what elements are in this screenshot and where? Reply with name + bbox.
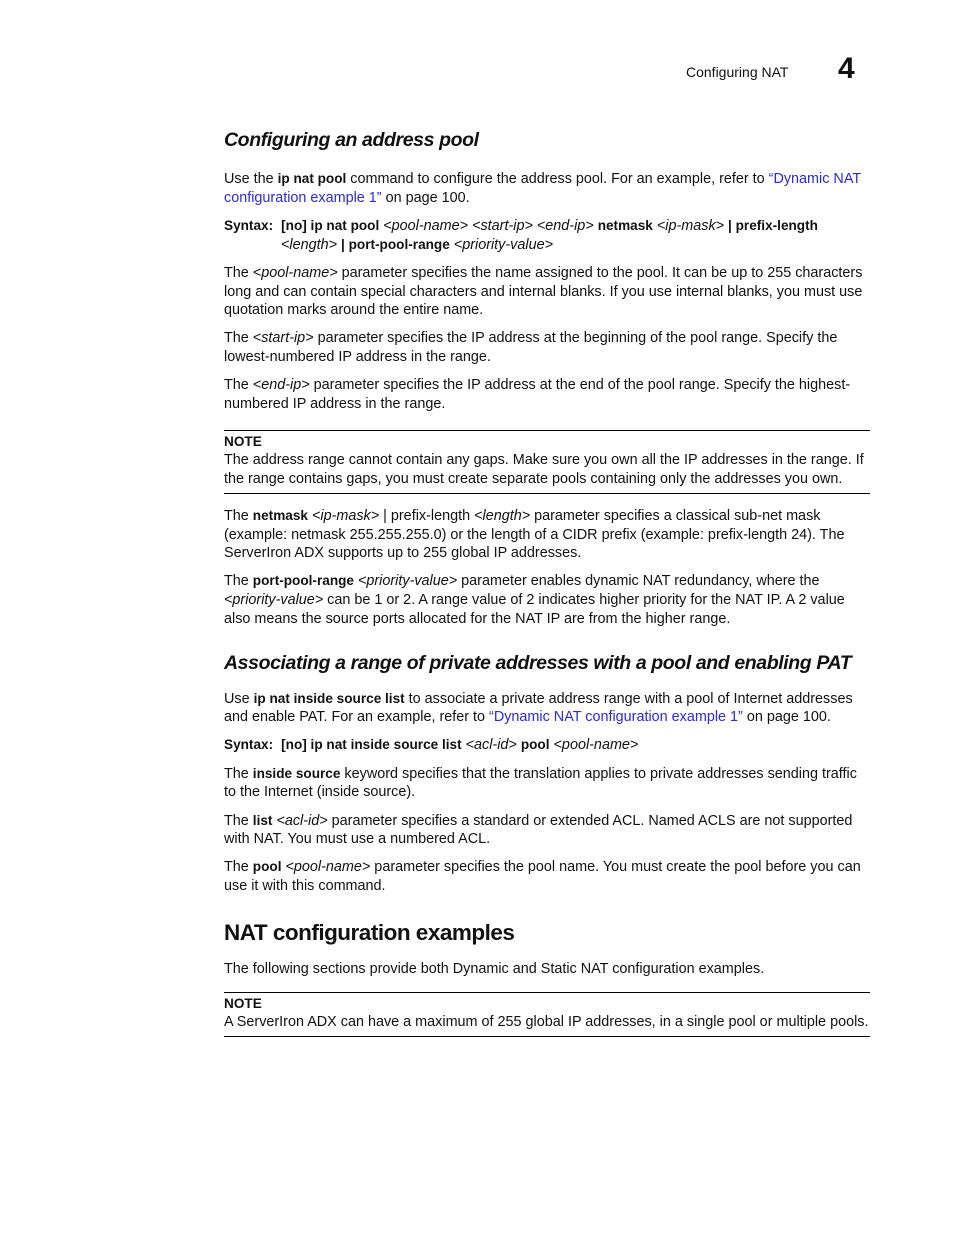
running-header-title: Configuring NAT xyxy=(686,64,789,80)
keyword-ip-nat-pool: ip nat pool xyxy=(277,171,347,186)
link-dynamic-nat-example-1[interactable]: “Dynamic NAT configuration example 1” xyxy=(224,171,861,206)
text: parameter specifies the name assigned to the pool. It can be up to 255 characters long and can contain special characters and internal blanks. If you use internal blanks, you must use quotation marks around the entire name. xyxy=(224,264,863,319)
text: parameter specifies the IP address at the end of the pool range. Specify the highest-numbered IP address in the range. xyxy=(224,377,851,413)
variable: <ip-mask> xyxy=(311,507,380,524)
syntax-continuation xyxy=(224,236,870,255)
text: The xyxy=(224,264,253,281)
syntax-variable: <priority-value> xyxy=(453,236,553,253)
syntax-label: Syntax: xyxy=(224,217,274,233)
paragraph-associating-intro xyxy=(224,690,870,727)
note-label: NOTE xyxy=(224,995,262,1011)
text: The xyxy=(224,507,253,524)
text: The xyxy=(224,573,253,590)
text: | prefix-length xyxy=(379,507,475,524)
paragraph-netmask xyxy=(224,507,870,563)
syntax-keyword: | prefix-length xyxy=(728,217,818,233)
syntax-keyword: [no] ip nat inside source list xyxy=(281,737,462,753)
heading-configuring-address-pool: Configuring an address pool xyxy=(224,129,479,151)
chapter-number: 4 xyxy=(838,52,855,85)
variable: <length> xyxy=(474,507,531,524)
paragraph-end-ip xyxy=(224,376,870,413)
note-max-global-ip xyxy=(224,992,870,1037)
note-label: NOTE xyxy=(224,433,262,449)
heading-associating-range: Associating a range of private addresses with a pool and enabling PAT xyxy=(224,651,852,674)
syntax-variable: <ip-mask> xyxy=(656,217,725,234)
paragraph-pool-name xyxy=(224,264,870,320)
variable: <priority-value> xyxy=(357,573,458,590)
text: command to configure the address pool. For an example, refer to xyxy=(346,171,769,187)
syntax-ip-nat-pool xyxy=(224,217,870,254)
paragraph-port-pool-range xyxy=(224,572,870,628)
variable: <end-ip> xyxy=(252,377,310,394)
text: parameter specifies the pool name. You must create the pool before you can use it with this command. xyxy=(224,859,861,895)
syntax-variable: <pool-name> xyxy=(553,737,639,754)
keyword: inside source xyxy=(252,765,341,781)
text: Use the xyxy=(224,171,278,187)
text: The xyxy=(224,859,253,876)
note-text: The address range cannot contain any gaps. Make sure you own all the IP addresses in the range. If the range contains gaps, you must create separate pools containing only the addresses you own. xyxy=(224,452,864,488)
variable: <acl-id> xyxy=(276,812,328,829)
text: parameter enables dynamic NAT redundancy, where the xyxy=(457,573,820,590)
link-dynamic-nat-example-1[interactable]: “Dynamic NAT configuration example 1” xyxy=(489,709,743,726)
text: on page 100. xyxy=(381,189,470,206)
syntax-variable: <pool-name> xyxy=(383,217,469,234)
syntax-keyword: | port-pool-range xyxy=(341,236,450,252)
paragraph-list xyxy=(224,812,870,849)
paragraph-pool xyxy=(224,858,870,895)
text: The xyxy=(224,377,253,394)
syntax-variable: <start-ip> xyxy=(472,217,533,234)
syntax-keyword: netmask xyxy=(597,217,653,233)
heading-nat-configuration-examples: NAT configuration examples xyxy=(224,919,515,945)
text: on page 100. xyxy=(742,709,831,726)
keyword: port-pool-range xyxy=(252,573,354,589)
syntax-ip-nat-inside-source-list xyxy=(224,736,870,755)
paragraph-address-pool-intro xyxy=(224,170,870,207)
syntax-variable: <length> xyxy=(281,236,338,253)
syntax-variable: <end-ip> xyxy=(536,217,594,234)
text: The xyxy=(224,765,253,782)
keyword: netmask xyxy=(252,507,308,523)
text: parameter specifies the IP address at the beginning of the pool range. Specify the lowest-numbered IP address in the range. xyxy=(224,330,838,366)
syntax-keyword: pool xyxy=(520,737,550,753)
keyword: pool xyxy=(252,859,282,875)
paragraph-inside-source xyxy=(224,765,870,802)
note-text: A ServerIron ADX can have a maximum of 255 global IP addresses, in a single pool or multiple pools. xyxy=(224,1014,869,1031)
text: The xyxy=(224,330,253,347)
text: keyword specifies that the translation applies to private addresses sending traffic to the Internet (inside source). xyxy=(224,765,857,801)
text: parameter specifies a standard or extended ACL. Named ACLS are not supported with NAT. You must use a numbered ACL. xyxy=(224,812,853,848)
variable: <pool-name> xyxy=(285,859,371,876)
variable: <start-ip> xyxy=(252,330,314,347)
keyword: list xyxy=(252,812,273,828)
text: The xyxy=(224,812,253,829)
keyword: ip nat inside source list xyxy=(253,690,405,706)
paragraph-start-ip xyxy=(224,329,870,366)
text: to associate a private address range with a pool of Internet addresses and enable PAT. For an example, refer to xyxy=(224,690,853,726)
variable: <priority-value> xyxy=(224,592,324,609)
paragraph-examples-intro: The following sections provide both Dynamic and Static NAT configuration examples. xyxy=(224,960,765,977)
text: Use xyxy=(224,690,254,707)
page-content xyxy=(224,128,870,1050)
syntax-label: Syntax: xyxy=(224,737,274,753)
syntax-keyword: [no] ip nat pool xyxy=(281,217,380,233)
text: can be 1 or 2. A range value of 2 indicates higher priority for the NAT IP. A 2 value also means the source ports allocated for the NAT IP are from the higher range. xyxy=(224,592,845,627)
text: parameter specifies a classical sub-net mask (example: netmask 255.255.255.0) or the length of a CIDR prefix (example: prefix-length 24). The ServerIron ADX supports up to 255 global IP addresses. xyxy=(224,507,845,562)
variable: <pool-name> xyxy=(252,264,338,281)
note-address-range xyxy=(224,430,870,494)
syntax-variable: <acl-id> xyxy=(465,737,517,754)
